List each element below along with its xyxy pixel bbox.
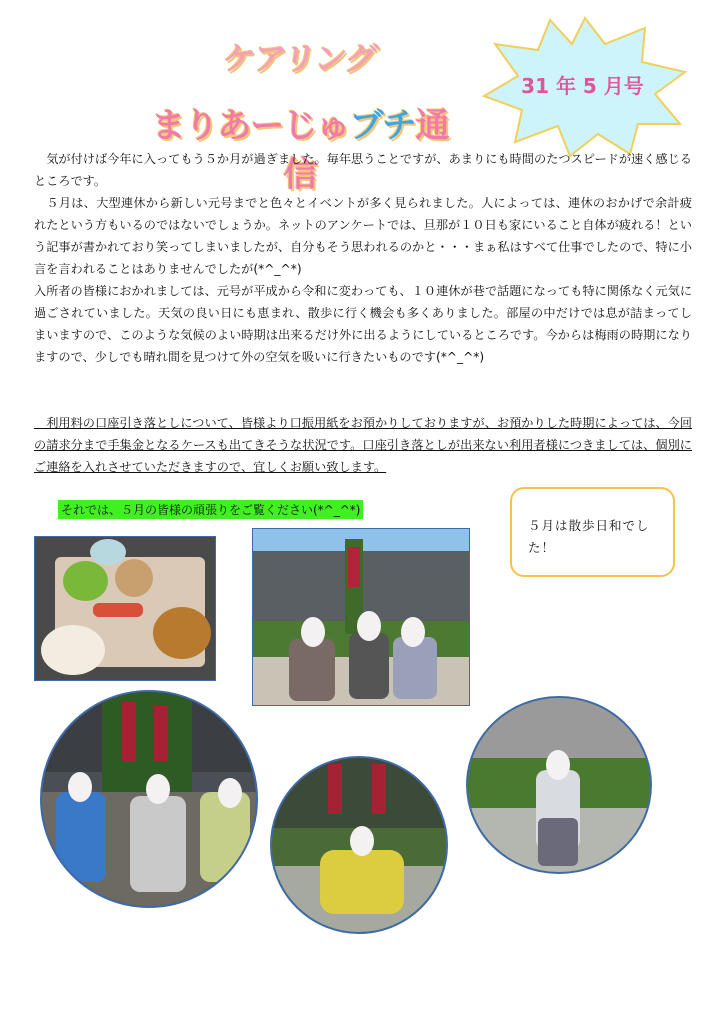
paragraph-holidays: ５月は、大型連休から新しい元号までと色々とイベントが多く見られました。人によっては、連休のおかげで余計疲れたという方もいるのではないでしょうか。ネットのアンケートでは、旦那が１０日も家にいること自体が疲れる！という記事が書かれており笑ってしまいましたが、自分もそう思われるのかと・・・まぁ私はすべて仕事でしたので、特に小言を言われることはありませんでしたが(*^_^*)	[34, 196, 692, 276]
title-part-puchi: ブチ	[349, 106, 416, 146]
photo-circle-yellow-shirt	[270, 756, 448, 934]
paragraph-billing-notice: 利用料の口座引き落としについて、皆様より口振用紙をお預かりしておりますが、お預かりした時期によっては、今回の請求分まで手集金となるケースも出てきそうな状況です。口座引き落としが出来ない利用者様につきましては、個別にご連絡を入れさせていただきますので、宜しくお願い致します。	[34, 416, 692, 474]
speech-bubble: ５月は散歩日和でした！	[510, 487, 675, 577]
photo-caption: それでは、５月の皆様の頑張りをご覧ください(*^_^*)	[58, 500, 363, 519]
issue-date: 31 年 5 月号	[521, 74, 644, 98]
title-part-tsushin: 通信	[283, 106, 449, 195]
photo-meal	[34, 536, 216, 681]
title-part-mariage: まりあーじゅ	[151, 106, 350, 146]
photo-circle-standing	[466, 696, 652, 874]
photo-residents-garden	[252, 528, 470, 706]
paragraph-intro: 気が付けば今年に入ってもう５か月が過ぎました。毎年思うことですが、あまりにも時間のたつスピードが速く感じるところです。	[34, 152, 692, 188]
newsletter-title-line1: ケアリング	[220, 40, 379, 78]
paragraph-residents: 入所者の皆様におかれましては、元号が平成から令和に変わっても、１０連休が巷で話題になっても特に関係なく元気に過ごされていました。天気の良い日にも恵まれ、散歩に行く機会も多くありました。部屋の中だけでは息が詰まってしまいますので、このような気候のよい時期は出来るだけ外に出るようにしているところです。今からは梅雨の時期になりますので、少しでも晴れ間を見つけて外の空気を吸いに行きたいものです(*^_^*)	[34, 284, 693, 364]
photo-circle-group	[40, 690, 258, 908]
